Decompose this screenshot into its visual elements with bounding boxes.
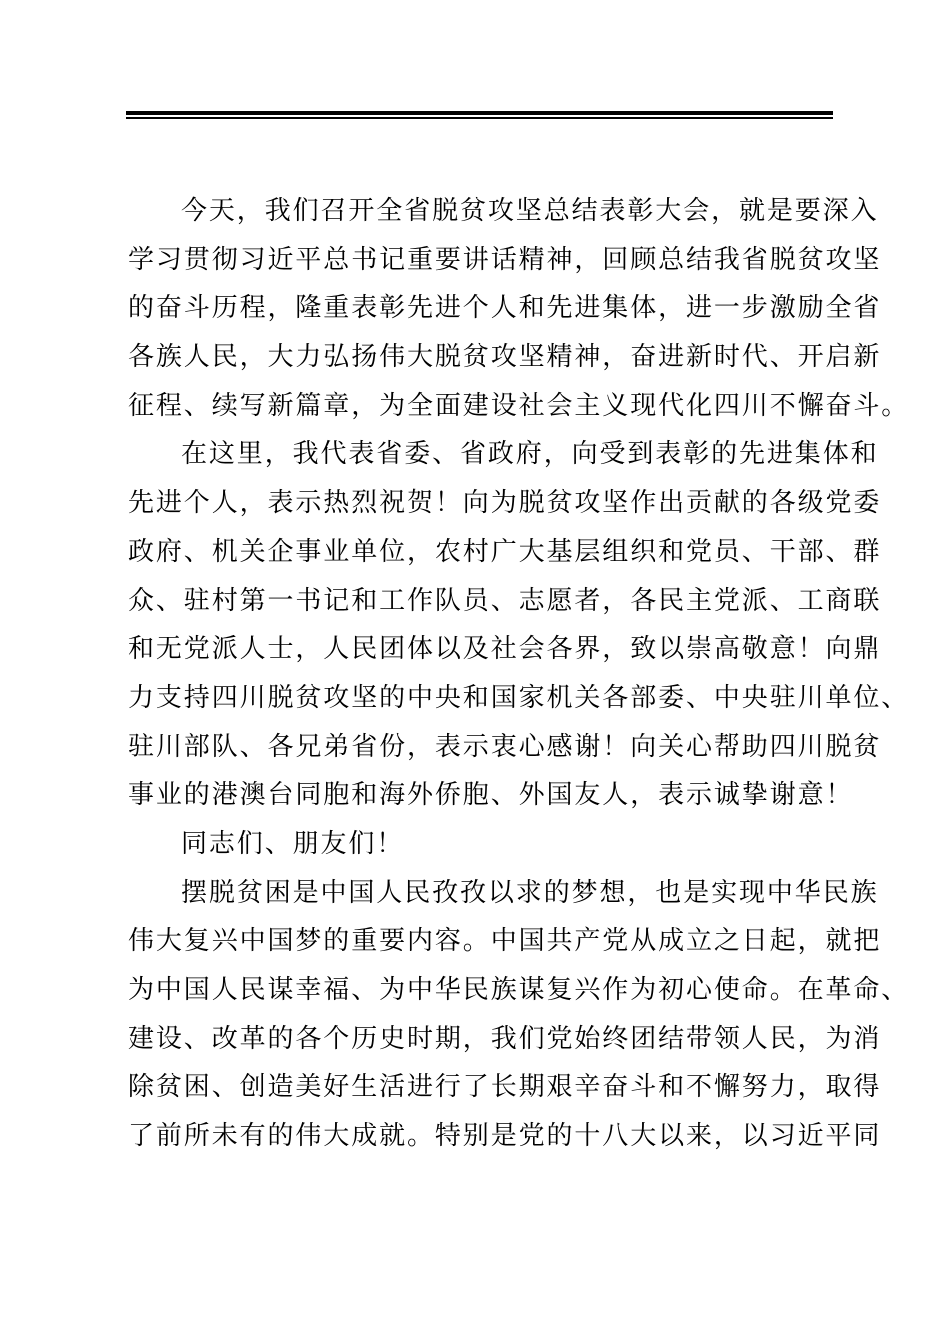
text-line: 事业的港澳台同胞和海外侨胞、外国友人，表示诚挚谢意！ xyxy=(128,780,854,811)
text-line: 伟大复兴中国梦的重要内容。中国共产党从成立之日起，就把 xyxy=(128,926,882,957)
document-body xyxy=(128,187,910,1161)
text-line: 的奋斗历程，隆重表彰先进个人和先进集体，进一步激励全省 xyxy=(128,293,882,324)
text-line: 同志们、朋友们！ xyxy=(181,828,405,859)
text-line: 和无党派人士，人民团体以及社会各界，致以崇高敬意！向鼎 xyxy=(128,634,882,665)
text-line: 除贫困、创造美好生活进行了长期艰辛奋斗和不懈努力，取得 xyxy=(128,1072,882,1103)
text-line: 为中国人民谋幸福、为中华民族谋复兴作为初心使命。在革命、 xyxy=(128,975,910,1005)
text-line: 征程、续写新篇章，为全面建设社会主义现代化四川不懈奋斗。 xyxy=(128,390,910,421)
text-line: 政府、机关企事业单位，农村广大基层组织和党员、干部、群 xyxy=(128,536,882,567)
text-line: 驻川部队、各兄弟省份，表示衷心感谢！向关心帮助四川脱贫 xyxy=(128,731,882,762)
text-line: 各族人民，大力弘扬伟大脱贫攻坚精神，奋进新时代、开启新 xyxy=(128,342,882,373)
text-line: 力支持四川脱贫攻坚的中央和国家机关各部委、中央驻川单位、 xyxy=(128,682,910,713)
text-line: 学习贯彻习近平总书记重要讲话精神，回顾总结我省脱贫攻坚 xyxy=(128,244,882,275)
text-line: 在这里，我代表省委、省政府，向受到表彰的先进集体和 xyxy=(181,439,879,470)
text-line: 摆脱贫困是中国人民孜孜以求的梦想，也是实现中华民族 xyxy=(181,877,879,908)
header-rule-thin xyxy=(126,117,833,119)
text-line: 了前所未有的伟大成就。特别是党的十八大以来，以习近平同 xyxy=(128,1121,882,1152)
text-line: 建设、改革的各个历史时期，我们党始终团结带领人民，为消 xyxy=(128,1023,882,1054)
text-line: 今天，我们召开全省脱贫攻坚总结表彰大会，就是要深入 xyxy=(181,196,879,226)
header-rule-thick xyxy=(126,111,833,115)
text-line: 众、驻村第一书记和工作队员、志愿者，各民主党派、工商联 xyxy=(128,585,882,616)
text-line: 先进个人，表示热烈祝贺！向为脱贫攻坚作出贡献的各级党委 xyxy=(128,488,882,519)
